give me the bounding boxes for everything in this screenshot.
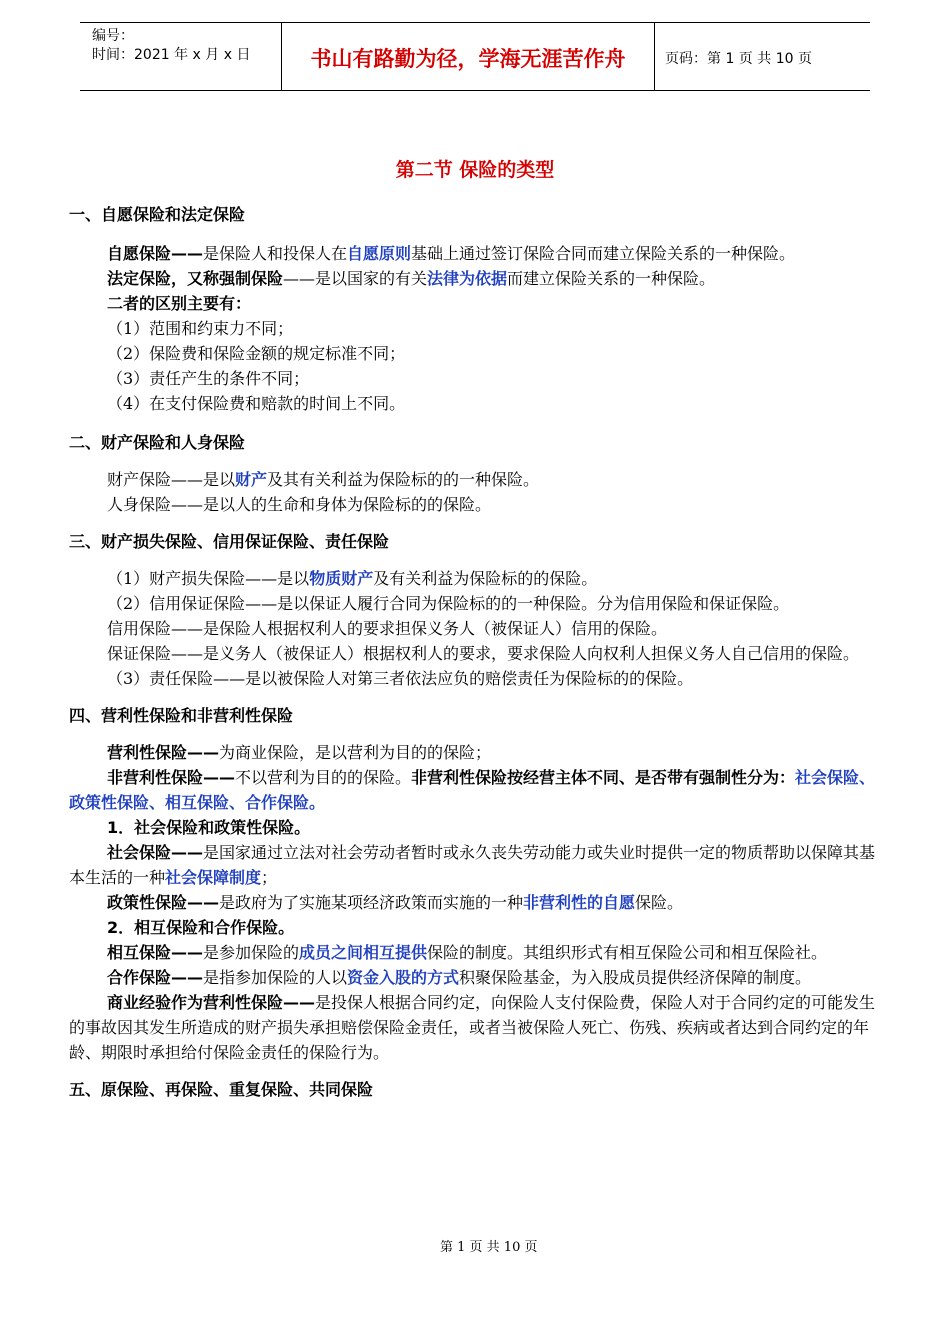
paragraph: 相互保险——是参加保险的成员之间相互提供保险的制度。其组织形式有相互保险公司和相互保险社。 xyxy=(107,943,828,962)
paragraph: 政策性保险——是政府为了实施某项经济政策而实施的一种非营利性的自愿保险。 xyxy=(107,893,684,912)
paragraph: 信用保险——是保险人根据权利人的要求担保义务人（被保证人）信用的保险。 xyxy=(107,619,668,638)
paragraph: 自愿保险——是保险人和投保人在自愿原则基础上通过签订保险合同而建立保险关系的一种保险。 xyxy=(107,244,796,263)
page-footer: 第 1 页 共 10 页 xyxy=(440,1240,538,1255)
paragraph: 财产保险——是以财产及其有关利益为保险标的的一种保险。 xyxy=(107,470,540,489)
list-item: （1）范围和约束力不同； xyxy=(107,319,294,338)
section-heading-4: 四、营利性保险和非营利性保险 xyxy=(69,706,294,725)
document-body xyxy=(69,203,884,1102)
paragraph: 营利性保险——为商业保险，是以营利为目的的保险； xyxy=(107,743,492,762)
section-heading-5: 五、原保险、再保险、重复保险、共同保险 xyxy=(69,1080,374,1099)
id-label: 编号： xyxy=(92,28,134,44)
list-item: （4）在支付保险费和赔款的时间上不同。 xyxy=(107,394,406,413)
paragraph: 合作保险——是指参加保险的人以资金入股的方式积聚保险基金，为入股成员提供经济保障的制度。 xyxy=(107,968,812,987)
paragraph: 法定保险，又称强制保险——是以国家的有关法律为依据而建立保险关系的一种保险。 xyxy=(107,269,716,288)
paragraph: 人身保险——是以人的生命和身体为保险标的的保险。 xyxy=(107,495,492,514)
header-motto: 书山有路勤为径，学海无涯苦作舟 xyxy=(281,23,655,90)
list-item: （3）责任产生的条件不同； xyxy=(107,369,310,388)
header-page-info: 页码：第 1 页 共 10 页 xyxy=(665,50,812,67)
section-heading-3: 三、财产损失保险、信用保证保险、责任保险 xyxy=(69,532,390,551)
time-label: 时间：2021 年 x 月 x 日 xyxy=(92,47,251,63)
header-table xyxy=(80,22,870,91)
section-heading-1: 一、自愿保险和法定保险 xyxy=(69,205,246,224)
paragraph: 非营利性保险——不以营利为目的的保险。非营利性保险按经营主体不同、是否带有强制性分为：社会保险、政策性保险、相互保险、合作保险。 xyxy=(69,768,876,812)
paragraph: 商业经验作为营利性保险——是投保人根据合同约定，向保险人支付保险费，保险人对于合同约定的可能发生的事故因其发生所造成的财产损失承担赔偿保险金责任，或者当被保险人死亡、伤残、疾病或者达到合同约定的年龄、期限时承担给付保险金责任的保险行为。 xyxy=(69,993,876,1062)
list-item: （2）保险费和保险金额的规定标准不同； xyxy=(107,344,406,363)
section-heading-2: 二、财产保险和人身保险 xyxy=(69,433,246,452)
subheading: 2．相互保险和合作保险。 xyxy=(107,918,295,937)
paragraph: （2）信用保证保险——是以保证人履行合同为保险标的的一种保险。分为信用保险和保证保险。 xyxy=(107,594,790,613)
paragraph: （3）责任保险——是以被保险人对第三者依法应负的赔偿责任为保险标的的保险。 xyxy=(107,669,694,688)
paragraph: （1）财产损失保险——是以物质财产及有关利益为保险标的的保险。 xyxy=(107,569,598,588)
paragraph: 保证保险——是义务人（被保证人）根据权利人的要求，要求保险人向权利人担保义务人自己信用的保险。 xyxy=(107,644,860,663)
differences-title: 二者的区别主要有： xyxy=(107,294,252,313)
paragraph: 社会保险——是国家通过立法对社会劳动者暂时或永久丧失劳动能力或失业时提供一定的物质帮助以保障其基本生活的一种社会保障制度； xyxy=(69,843,876,887)
document-title: 第二节 保险的类型 xyxy=(395,159,555,181)
subheading: 1．社会保险和政策性保险。 xyxy=(107,818,311,837)
header-meta xyxy=(80,23,281,90)
